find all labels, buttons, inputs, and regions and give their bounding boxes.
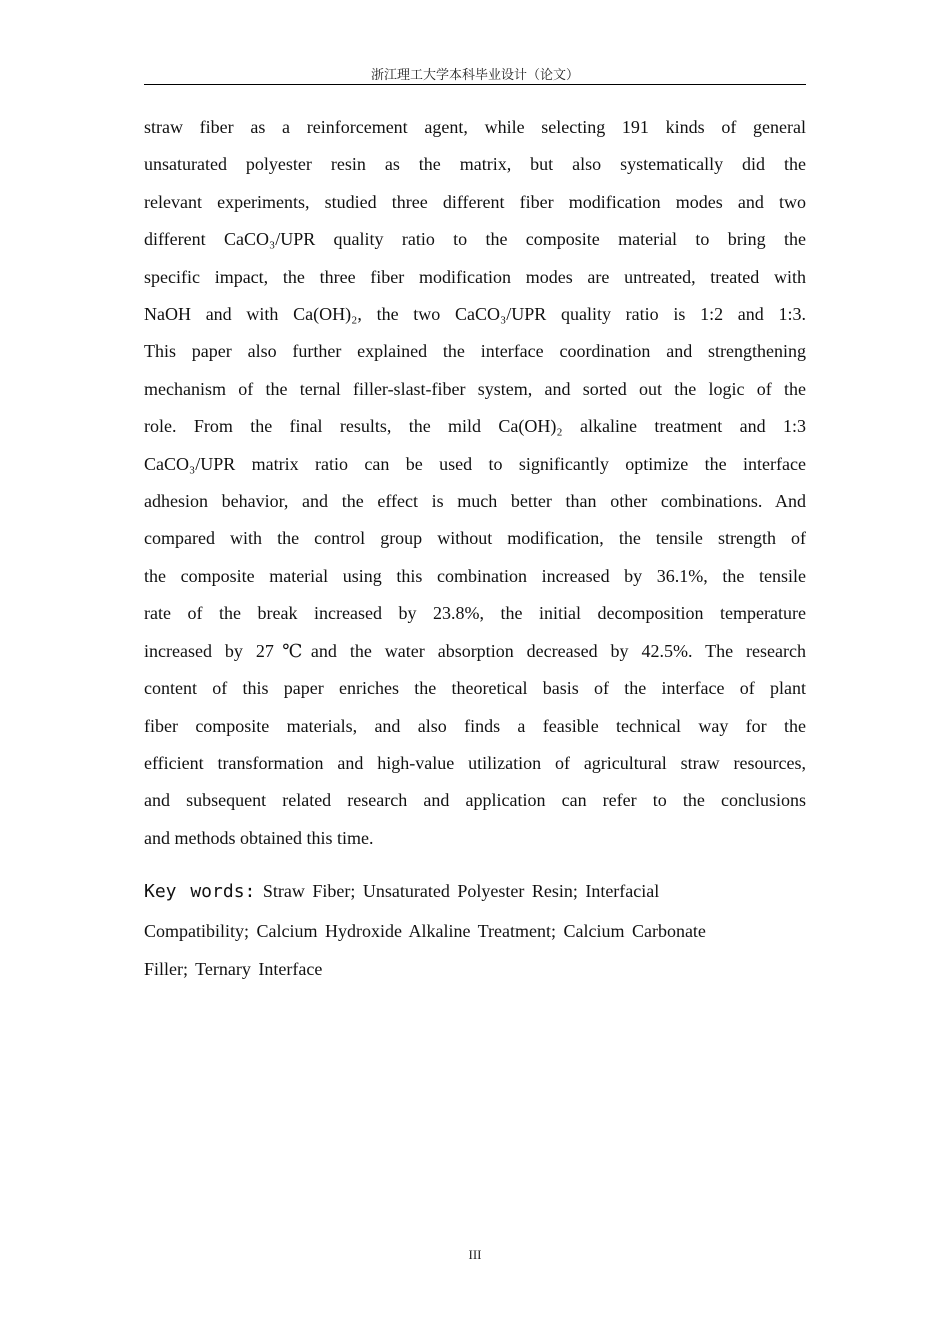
abstract-line: and methods obtained this time. [144, 827, 374, 848]
keywords-text: Straw Fiber; Unsaturated Polyester Resin; Interfacial [262, 881, 660, 901]
abstract-line: and subsequent related research and application can refer to the conclusions [144, 790, 806, 811]
keywords-line: Filler; Ternary Interface [144, 958, 323, 979]
abstract-line: rate of the break increased by 23.8%, the initial decomposition temperature [144, 603, 806, 624]
abstract-line: increased by 27℃and the water absorption decreased by 42.5%. The research [144, 640, 806, 661]
keywords-line [144, 870, 806, 913]
abstract-line: fiber composite materials, and also finds a feasible technical way for the [144, 715, 806, 736]
page-number: III [468, 1247, 482, 1262]
page-header: 浙江理工大学本科毕业设计（论文） [144, 66, 806, 85]
keywords-line: Compatibility; Calcium Hydroxide Alkaline Treatment; Calcium Carbonate [144, 921, 706, 941]
abstract-line: efficient transformation and high-value utilization of agricultural straw resources, [144, 752, 806, 773]
abstract-line: This paper also further explained the interface coordination and strengthening [144, 341, 806, 362]
abstract-line: the composite material using this combination increased by 36.1%, the tensile [144, 565, 806, 586]
abstract-line: specific impact, the three fiber modification modes are untreated, treated with [144, 266, 806, 287]
abstract-line: compared with the control group without modification, the tensile strength of [144, 528, 806, 549]
abstract-line: unsaturated polyester resin as the matrix, but also systematically did the [144, 154, 806, 175]
keywords-section [144, 870, 806, 988]
abstract-line: NaOH and with Ca(OH)₂, the two CaCO₃/UPR quality ratio is 1:2 and 1:3. [144, 304, 806, 325]
abstract-line: mechanism of the ternal filler-slast-fiber system, and sorted out the logic of the [144, 378, 806, 399]
abstract-line: CaCO₃/UPR matrix ratio can be used to significantly optimize the interface [144, 453, 806, 474]
abstract-line: straw fiber as a reinforcement agent, while selecting 191 kinds of general [144, 117, 806, 137]
abstract-line: role. From the final results, the mild Ca(OH)₂ alkaline treatment and 1:3 [144, 416, 806, 437]
abstract-body [144, 109, 806, 857]
keywords-label: Key words: [144, 881, 256, 902]
abstract-line: content of this paper enriches the theoretical basis of the interface of plant [144, 678, 806, 699]
abstract-line: different CaCO₃/UPR quality ratio to the composite material to bring the [144, 229, 806, 250]
abstract-line: relevant experiments, studied three different fiber modification modes and two [144, 191, 806, 212]
abstract-line: adhesion behavior, and the effect is much better than other combinations. And [144, 491, 806, 512]
